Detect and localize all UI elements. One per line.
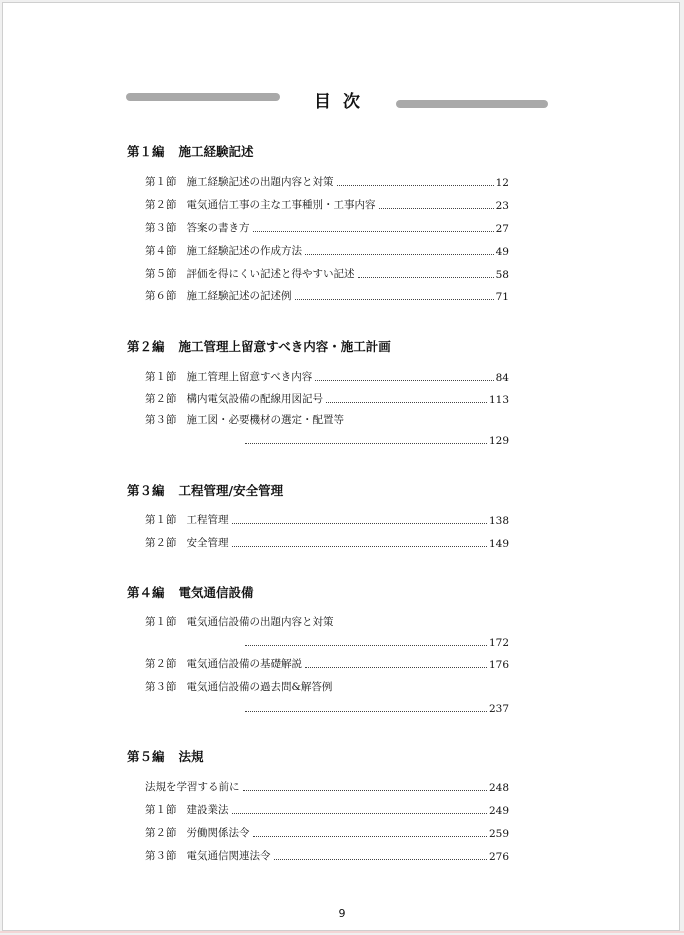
part-name: 施工経験記述 xyxy=(178,144,254,159)
toc-entry-continuation[interactable] xyxy=(245,431,509,447)
leader-dots xyxy=(315,380,493,381)
entry-title: 電気通信工事の主な工事種別・工事内容 xyxy=(186,199,376,211)
leader-dots xyxy=(295,299,494,300)
page-title: 目次 xyxy=(314,92,372,112)
section-label: 第２節 xyxy=(145,393,177,405)
entry-title: 電気通信設備の出題内容と対策 xyxy=(186,616,334,628)
page-ref: 138 xyxy=(488,515,509,527)
toc-entry[interactable] xyxy=(145,411,509,427)
entry-title: 建設業法 xyxy=(186,804,229,816)
toc-entry[interactable] xyxy=(145,265,509,281)
toc-entry[interactable] xyxy=(145,778,509,794)
leader-dots xyxy=(232,813,487,814)
entry-title: 施工経験記述の出題内容と対策 xyxy=(186,176,334,188)
leader-dots xyxy=(232,546,487,547)
page-ref: 12 xyxy=(495,177,509,189)
part-label: 第５編 xyxy=(127,749,165,764)
entry-title: 施工管理上留意すべき内容 xyxy=(186,371,313,383)
section-label: 第１節 xyxy=(145,176,177,188)
page-ref: 23 xyxy=(495,200,509,212)
part-heading xyxy=(127,747,204,765)
toc-entry-continuation[interactable] xyxy=(245,699,509,715)
section-label: 第２節 xyxy=(145,199,177,211)
page-ref: 249 xyxy=(488,805,509,817)
leader-dots xyxy=(379,208,494,209)
leader-dots xyxy=(245,443,487,444)
toc-entry[interactable] xyxy=(145,173,509,189)
page-ref: 237 xyxy=(488,703,509,715)
part-name: 工程管理/安全管理 xyxy=(178,483,284,498)
section-label: 第１節 xyxy=(145,616,177,628)
entry-title: 電気通信関連法令 xyxy=(186,850,271,862)
part-heading xyxy=(127,481,283,499)
part-label: 第２編 xyxy=(127,339,165,354)
toc-entry[interactable] xyxy=(145,511,509,527)
leader-dots xyxy=(358,277,494,278)
page-ref: 172 xyxy=(488,637,509,649)
section-label: 第２節 xyxy=(145,658,177,670)
leader-dots xyxy=(245,645,487,646)
leader-dots xyxy=(253,836,487,837)
toc-entry[interactable] xyxy=(145,613,509,629)
page-ref: 58 xyxy=(495,269,509,281)
part-heading xyxy=(127,337,391,355)
page-ref: 49 xyxy=(495,246,509,258)
part-label: 第４編 xyxy=(127,585,165,600)
page-ref: 84 xyxy=(495,372,509,384)
page-ref: 248 xyxy=(488,782,509,794)
entry-title: 評価を得にくい記述と得やすい記述 xyxy=(186,268,355,280)
page-ref: 129 xyxy=(488,435,509,447)
toc-entry-continuation[interactable] xyxy=(245,633,509,649)
leader-dots xyxy=(326,402,487,403)
section-label: 第５節 xyxy=(145,268,177,280)
section-label: 第３節 xyxy=(145,850,177,862)
entry-title: 答案の書き方 xyxy=(186,222,250,234)
part-heading xyxy=(127,583,254,601)
entry-title: 工程管理 xyxy=(186,514,229,526)
leader-dots xyxy=(305,254,494,255)
leader-dots xyxy=(243,790,487,791)
section-label: 第３節 xyxy=(145,222,177,234)
leader-dots xyxy=(337,185,494,186)
page-number: 9 xyxy=(338,907,346,920)
part-name: 電気通信設備 xyxy=(178,585,254,600)
section-label: 第１節 xyxy=(145,514,177,526)
toc-entry[interactable] xyxy=(145,801,509,817)
toc-entry[interactable] xyxy=(145,390,509,406)
part-label: 第３編 xyxy=(127,483,165,498)
toc-entry[interactable] xyxy=(145,847,509,863)
leader-dots xyxy=(245,711,487,712)
page-ref: 276 xyxy=(488,851,509,863)
section-label: 第２節 xyxy=(145,827,177,839)
toc-entry[interactable] xyxy=(145,196,509,212)
leader-dots xyxy=(253,231,494,232)
entry-title: 施工経験記述の作成方法 xyxy=(186,245,302,257)
toc-entry[interactable] xyxy=(145,655,509,671)
section-label: 第１節 xyxy=(145,804,177,816)
section-label: 第６節 xyxy=(145,290,177,302)
toc-entry[interactable] xyxy=(145,534,509,550)
part-heading xyxy=(127,142,254,160)
entry-title: 電気通信設備の過去問&解答例 xyxy=(186,681,333,693)
page-ref: 71 xyxy=(495,291,509,303)
section-label: 第２節 xyxy=(145,537,177,549)
leader-dots xyxy=(232,523,487,524)
leader-dots xyxy=(305,667,487,668)
page-ref: 259 xyxy=(488,828,509,840)
section-label: 第１節 xyxy=(145,371,177,383)
section-label: 第４節 xyxy=(145,245,177,257)
entry-title: 電気通信設備の基礎解説 xyxy=(186,658,302,670)
toc-entry[interactable] xyxy=(145,368,509,384)
toc-entry[interactable] xyxy=(145,678,509,694)
toc-entry[interactable] xyxy=(145,219,509,235)
part-name: 法規 xyxy=(178,749,204,764)
section-label: 第３節 xyxy=(145,681,177,693)
toc-entry[interactable] xyxy=(145,824,509,840)
entry-title: 法規を学習する前に xyxy=(145,781,240,793)
leader-dots xyxy=(274,859,487,860)
part-name: 施工管理上留意すべき内容・施工計画 xyxy=(178,339,391,354)
page-ref: 149 xyxy=(488,538,509,550)
entry-title: 労働関係法令 xyxy=(186,827,250,839)
entry-title: 構内電気設備の配線用図記号 xyxy=(186,393,323,405)
section-label: 第３節 xyxy=(145,414,177,426)
toc-entry[interactable] xyxy=(145,287,509,303)
entry-title: 施工図・必要機材の選定・配置等 xyxy=(186,414,344,426)
page-ref: 113 xyxy=(488,394,509,406)
part-label: 第１編 xyxy=(127,144,165,159)
page-ref: 176 xyxy=(488,659,509,671)
entry-title: 安全管理 xyxy=(186,537,229,549)
page-ref: 27 xyxy=(495,223,509,235)
entry-title: 施工経験記述の記述例 xyxy=(186,290,292,302)
toc-entry[interactable] xyxy=(145,242,509,258)
